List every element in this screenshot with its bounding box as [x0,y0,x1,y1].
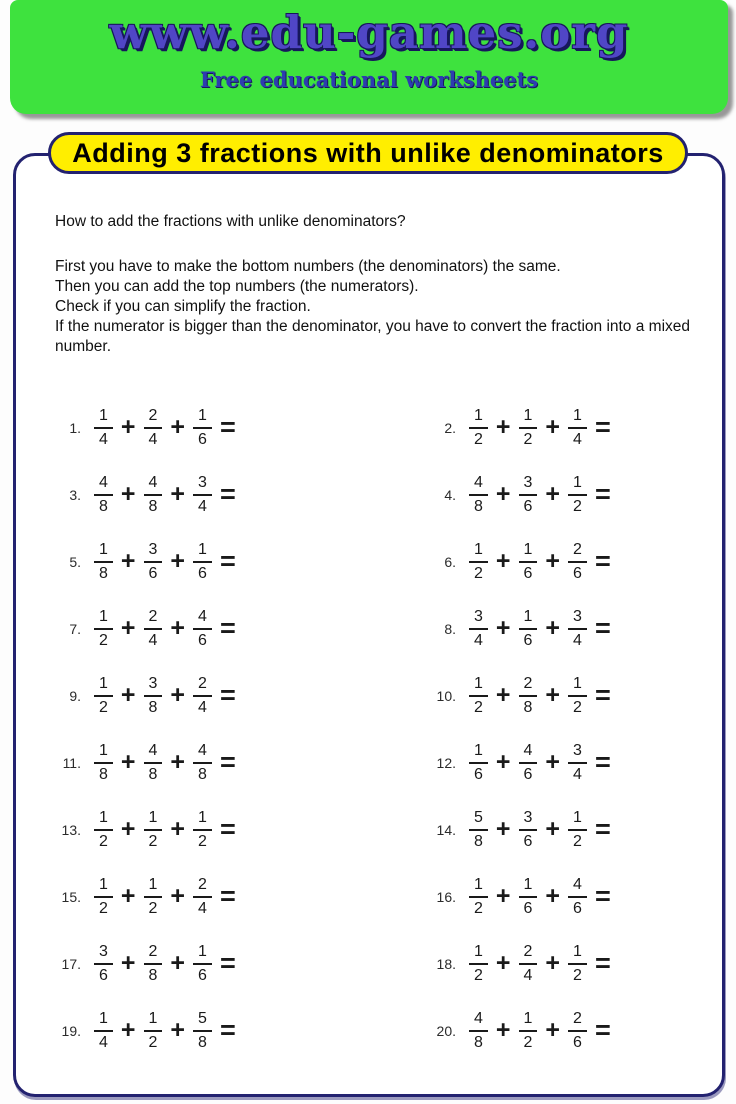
fraction-denominator: 6 [198,631,207,649]
fraction-denominator: 4 [198,899,207,917]
fraction-denominator: 2 [99,899,108,917]
fraction-denominator: 8 [198,765,207,783]
plus-operator: + [495,480,511,508]
problem-row-14 [430,796,705,863]
fraction [94,541,113,583]
fraction-denominator: 4 [523,966,533,984]
fraction [519,1010,538,1052]
fraction [568,675,587,717]
plus-operator: + [120,882,136,910]
fraction-numerator: 4 [193,742,212,764]
fraction-numerator: 4 [193,608,212,630]
fraction-numerator: 1 [469,541,488,563]
fraction [94,1010,113,1052]
fraction-denominator: 6 [474,765,483,783]
fraction [193,876,212,918]
fraction [469,809,488,851]
equals-sign: = [219,613,236,643]
plus-operator: + [495,815,511,843]
fraction-denominator: 8 [474,497,483,515]
plus-operator: + [545,815,561,843]
fraction-numerator: 1 [94,742,113,764]
problem-number: 6. [444,553,456,570]
fraction-denominator: 2 [99,631,108,649]
plus-operator: + [120,413,136,441]
problem-number: 13. [61,821,81,838]
fraction-numerator: 1 [469,943,488,965]
fraction-denominator: 8 [148,966,158,984]
problem-number: 7. [69,620,81,637]
fraction-numerator: 1 [519,876,538,898]
equals-sign: = [219,546,236,576]
fraction-numerator: 4 [469,1010,488,1032]
plus-operator: + [545,949,561,977]
problem-number: 11. [62,754,81,771]
fraction [144,474,163,516]
fraction [94,474,113,516]
plus-operator: + [170,1016,186,1044]
fraction-numerator: 2 [193,876,212,898]
plus-operator: + [170,547,186,575]
problem-row-10 [430,662,705,729]
plus-operator: + [545,547,561,575]
problem-number: 19. [61,1022,81,1039]
plus-operator: + [545,882,561,910]
fraction [519,809,538,851]
fraction [469,943,488,985]
problem-row-12 [430,729,705,796]
fraction-numerator: 1 [94,407,113,429]
equals-sign: = [594,747,611,777]
fraction-numerator: 2 [568,1010,587,1032]
fraction-numerator: 2 [144,608,163,630]
plus-operator: + [170,882,186,910]
fraction [568,809,587,851]
fraction-numerator: 2 [519,943,538,965]
equals-sign: = [219,948,236,978]
fraction [144,809,163,851]
fraction-numerator: 1 [568,675,587,697]
problem-number: 1. [69,419,81,436]
fraction-numerator: 2 [568,541,587,563]
fraction-numerator: 4 [144,474,163,496]
equals-sign: = [594,814,611,844]
fraction [193,474,212,516]
worksheet-title-banner [48,132,688,174]
fraction-numerator: 3 [568,608,587,630]
plus-operator: + [495,1016,511,1044]
problem-number: 15. [61,888,81,905]
fraction-denominator: 6 [573,1033,582,1051]
fraction-numerator: 1 [94,876,113,898]
fraction-denominator: 8 [523,698,533,716]
fraction-numerator: 1 [469,407,488,429]
fraction-numerator: 1 [94,541,113,563]
fraction [519,675,538,717]
plus-operator: + [120,748,136,776]
fraction-numerator: 1 [144,876,163,898]
site-logo-text: www.edu-games.org [109,6,629,59]
plus-operator: + [545,413,561,441]
fraction-numerator: 2 [144,407,163,429]
fraction-numerator: 1 [94,675,113,697]
problem-row-13 [55,796,430,863]
plus-operator: + [545,480,561,508]
problem-number: 5. [69,553,81,570]
fraction-denominator: 6 [99,966,108,984]
fraction-numerator: 1 [469,742,488,764]
fraction-numerator: 1 [568,407,587,429]
fraction [568,876,587,918]
equals-sign: = [219,881,236,911]
fraction [469,474,488,516]
equals-sign: = [594,680,611,710]
instructions-heading: How to add the fractions with unlike denominators? [55,213,406,230]
problem-row-1 [55,394,430,461]
site-tagline: Free educational worksheets [199,67,539,92]
fraction [519,541,538,583]
fraction [193,809,212,851]
equals-sign: = [594,546,611,576]
fraction-denominator: 2 [474,698,483,716]
fraction-denominator: 2 [198,832,207,850]
plus-operator: + [545,681,561,709]
problem-number: 16. [436,888,456,905]
fraction [568,541,587,583]
equals-sign: = [219,680,236,710]
fraction-numerator: 1 [193,809,212,831]
instructions-block [55,212,695,357]
equals-sign: = [594,948,611,978]
plus-operator: + [545,748,561,776]
fraction-denominator: 8 [99,765,108,783]
fraction-denominator: 2 [148,899,158,917]
fraction-denominator: 6 [198,564,207,582]
problem-row-9 [55,662,430,729]
fraction [568,407,587,449]
plus-operator: + [170,614,186,642]
fraction [144,675,163,717]
problem-number: 12. [436,754,456,771]
fraction-denominator: 8 [148,497,158,515]
fraction [568,943,587,985]
plus-operator: + [120,815,136,843]
instruction-line: Check if you can simplify the fraction. [55,298,311,315]
problem-number: 10. [436,687,456,704]
fraction [94,876,113,918]
fraction-numerator: 1 [193,943,212,965]
fraction-numerator: 1 [469,876,488,898]
fraction [144,742,163,784]
fraction-numerator: 4 [519,742,538,764]
fraction-denominator: 6 [523,899,533,917]
fraction-denominator: 2 [573,698,582,716]
fraction-denominator: 8 [148,698,158,716]
fraction-denominator: 2 [573,497,582,515]
fraction [193,1010,212,1052]
problem-row-17 [55,930,430,997]
fraction-numerator: 1 [519,541,538,563]
fraction [144,541,163,583]
fraction-numerator: 3 [568,742,587,764]
fraction-numerator: 1 [193,541,212,563]
plus-operator: + [545,614,561,642]
equals-sign: = [594,881,611,911]
fraction-numerator: 3 [144,541,163,563]
fraction-denominator: 6 [198,966,207,984]
problem-row-20 [430,997,705,1064]
plus-operator: + [120,547,136,575]
fraction-denominator: 2 [99,832,108,850]
fraction-denominator: 8 [99,564,108,582]
fraction [519,407,538,449]
fraction-numerator: 3 [94,943,113,965]
fraction-numerator: 2 [144,943,163,965]
fraction-numerator: 1 [568,943,587,965]
fraction-denominator: 2 [99,698,108,716]
plus-operator: + [170,681,186,709]
fraction-denominator: 8 [148,765,158,783]
equals-sign: = [219,747,236,777]
plus-operator: + [495,748,511,776]
equals-sign: = [594,412,611,442]
fraction-denominator: 6 [573,899,582,917]
fraction [469,541,488,583]
fraction [94,809,113,851]
fraction [94,742,113,784]
fraction-denominator: 2 [474,899,483,917]
fraction-numerator: 4 [568,876,587,898]
fraction-denominator: 6 [573,564,582,582]
fraction-denominator: 4 [99,1033,108,1051]
problem-row-4 [430,461,705,528]
plus-operator: + [545,1016,561,1044]
fraction [568,742,587,784]
problem-number: 2. [444,419,456,436]
plus-operator: + [170,815,186,843]
fraction-denominator: 4 [573,430,582,448]
fraction-denominator: 6 [523,832,533,850]
fraction [469,608,488,650]
fraction [144,1010,163,1052]
fraction [568,608,587,650]
fraction [94,407,113,449]
problem-row-16 [430,863,705,930]
fraction-denominator: 6 [523,631,533,649]
plus-operator: + [120,681,136,709]
fraction [94,675,113,717]
fraction-denominator: 2 [573,832,582,850]
worksheet-title: Adding 3 fractions with unlike denominators [72,137,664,168]
problem-row-7 [55,595,430,662]
fraction [519,876,538,918]
fraction [144,608,163,650]
plus-operator: + [495,413,511,441]
instruction-line: First you have to make the bottom numbers (the denominators) the same. [55,258,561,275]
fraction-denominator: 4 [573,631,582,649]
fraction-numerator: 1 [519,608,538,630]
fraction-numerator: 1 [94,608,113,630]
fraction-numerator: 1 [144,1010,163,1032]
fraction [193,742,212,784]
fraction [469,675,488,717]
fraction [519,474,538,516]
fraction [519,943,538,985]
fraction-denominator: 8 [198,1033,207,1051]
plus-operator: + [170,480,186,508]
problem-number: 4. [444,486,456,503]
problem-row-19 [55,997,430,1064]
fraction-denominator: 2 [148,1033,158,1051]
fraction-numerator: 3 [519,809,538,831]
plus-operator: + [495,681,511,709]
problem-number: 3. [69,486,81,503]
fraction-denominator: 4 [148,631,158,649]
problem-row-15 [55,863,430,930]
fraction [519,608,538,650]
problem-row-6 [430,528,705,595]
plus-operator: + [120,614,136,642]
site-header [10,0,728,114]
fraction-numerator: 4 [94,474,113,496]
fraction [568,474,587,516]
problem-row-2 [430,394,705,461]
fraction-numerator: 1 [94,809,113,831]
fraction [568,1010,587,1052]
fraction-denominator: 2 [523,430,533,448]
fraction-denominator: 4 [573,765,582,783]
equals-sign: = [594,479,611,509]
plus-operator: + [120,949,136,977]
instruction-line: Then you can add the top numbers (the numerators). [55,278,419,295]
fraction-denominator: 8 [474,1033,483,1051]
fraction [469,1010,488,1052]
equals-sign: = [594,613,611,643]
fraction-denominator: 8 [99,497,108,515]
fraction-numerator: 5 [469,809,488,831]
fraction-denominator: 4 [99,430,108,448]
problem-number: 14. [436,821,456,838]
equals-sign: = [219,814,236,844]
fraction-numerator: 2 [193,675,212,697]
fraction-numerator: 3 [193,474,212,496]
fraction-denominator: 2 [474,430,483,448]
plus-operator: + [495,882,511,910]
fraction-denominator: 2 [573,966,582,984]
equals-sign: = [219,412,236,442]
problem-number: 8. [444,620,456,637]
instruction-line: If the numerator is bigger than the denominator, you have to convert the fraction into a mixed number. [55,318,691,355]
fraction [193,541,212,583]
fraction-denominator: 2 [523,1033,533,1051]
problem-number: 9. [69,687,81,704]
problem-row-8 [430,595,705,662]
plus-operator: + [170,949,186,977]
fraction [144,407,163,449]
problem-number: 20. [436,1022,456,1039]
fraction [144,943,163,985]
problem-row-3 [55,461,430,528]
problems-grid [55,394,705,1064]
fraction [519,742,538,784]
fraction-denominator: 6 [523,564,533,582]
fraction-numerator: 1 [469,675,488,697]
plus-operator: + [495,949,511,977]
fraction-numerator: 4 [144,742,163,764]
fraction [193,943,212,985]
fraction-denominator: 4 [474,631,483,649]
fraction-denominator: 8 [474,832,483,850]
fraction-denominator: 6 [148,564,158,582]
fraction-numerator: 1 [519,1010,538,1032]
fraction-denominator: 4 [198,497,207,515]
fraction [193,675,212,717]
plus-operator: + [170,748,186,776]
fraction-denominator: 2 [474,966,483,984]
fraction-numerator: 1 [94,1010,113,1032]
fraction [469,876,488,918]
plus-operator: + [120,1016,136,1044]
fraction [94,608,113,650]
fraction-denominator: 2 [474,564,483,582]
fraction [193,407,212,449]
problem-number: 18. [436,955,456,972]
equals-sign: = [219,479,236,509]
fraction-numerator: 5 [193,1010,212,1032]
fraction-denominator: 2 [148,832,158,850]
fraction-numerator: 1 [568,474,587,496]
fraction [469,407,488,449]
fraction-numerator: 1 [568,809,587,831]
problem-row-11 [55,729,430,796]
fraction [144,876,163,918]
plus-operator: + [495,614,511,642]
fraction [94,943,113,985]
fraction-numerator: 1 [144,809,163,831]
fraction-numerator: 2 [519,675,538,697]
fraction-numerator: 3 [469,608,488,630]
fraction-denominator: 4 [148,430,158,448]
fraction-denominator: 6 [523,497,533,515]
plus-operator: + [120,480,136,508]
problem-row-5 [55,528,430,595]
fraction-numerator: 1 [193,407,212,429]
plus-operator: + [495,547,511,575]
fraction-numerator: 3 [144,675,163,697]
equals-sign: = [219,1015,236,1045]
fraction-numerator: 1 [519,407,538,429]
fraction-denominator: 6 [198,430,207,448]
problem-row-18 [430,930,705,997]
fraction-denominator: 6 [523,765,533,783]
fraction [193,608,212,650]
fraction-numerator: 3 [519,474,538,496]
equals-sign: = [594,1015,611,1045]
fraction [469,742,488,784]
plus-operator: + [170,413,186,441]
fraction-denominator: 4 [198,698,207,716]
problem-number: 17. [61,955,81,972]
fraction-numerator: 4 [469,474,488,496]
